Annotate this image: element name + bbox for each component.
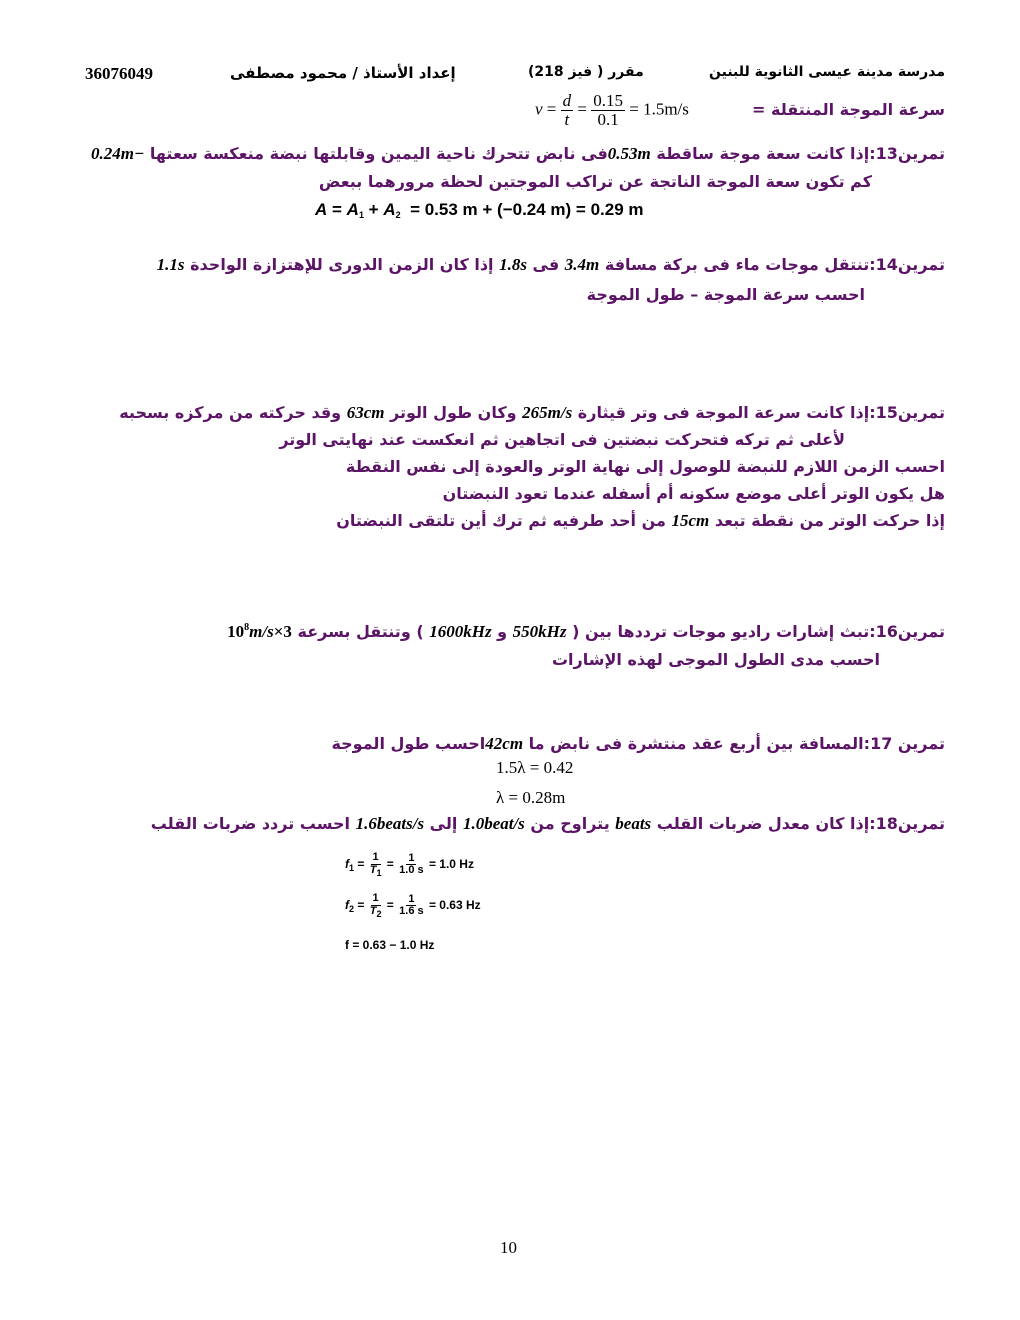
- teacher-name: إعداد الأستاذ / محمود مصطفى: [230, 64, 456, 82]
- exercise-15-line2: لأعلى ثم تركه فتحركت نبضتين فى اتجاهين ثم انعكست عند نهايتى الوتر: [279, 430, 845, 449]
- wave-speed-label: سرعة الموجة المنتقلة =: [752, 100, 945, 119]
- exercise-17-line1: تمرين 17:المسافة بين أربع عقد منتشرة فى نابض ما 42cmاحسب طول الموجة: [331, 734, 945, 753]
- exercise-14-line2: احسب سرعة الموجة – طول الموجة: [586, 285, 865, 304]
- exercise-18-f1-equation: $f_1$ = $\frac{1}{T_1}$ = $\frac{1}{1.0 s}$ = 1.0 Hz: [345, 851, 474, 878]
- exercise-13-answer: $A = A_1 + A_2 = 0.53$ m + (−0.24 m) = 0.29 m: [315, 200, 644, 220]
- exercise-16-line2: احسب مدى الطول الموجى لهذه الإشارات: [551, 650, 880, 669]
- page-number: 10: [500, 1238, 517, 1257]
- exercise-17-equation-2: λ = 0.28m: [496, 788, 566, 807]
- exercise-14-line1: تمرين14:تنتقل موجات ماء فى بركة مسافة 3.4m فى 1.8s إذا كان الزمن الدورى للإهتزازة الواحدة 1.1s: [156, 255, 945, 274]
- exercise-15-line4: هل يكون الوتر أعلى موضع سكونه أم أسفله عندما تعود النبضتان: [442, 484, 945, 503]
- exercise-15-line3: احسب الزمن اللازم للنبضة للوصول إلى نهاية الوتر والعودة إلى نفس النقطة: [345, 457, 945, 476]
- course-code: مقرر ( فيز 218): [528, 64, 644, 80]
- phone-number: 36076049: [85, 64, 153, 83]
- exercise-13-line1: تمرين13:إذا كانت سعة موجة ساقطة 0.53mفى نابض تتحرك ناحية اليمين وقابلتها نبضة منعكسة سعتها −0.24m: [90, 144, 945, 163]
- exercise-16-line1: تمرين16:تبث إشارات راديو موجات ترددها بين ( 550kHz و 1600kHz ) وتنتقل بسرعة $3\times 10^8m/s$: [227, 622, 945, 641]
- exercise-18-line1: تمرين18:إذا كان معدل ضربات القلب beats يتراوح من 1.0beat/s إلى 1.6beats/s احسب تردد ضربات القلب: [150, 814, 945, 833]
- exercise-18-frequency-range: f = 0.63 − 1.0 Hz: [345, 938, 435, 952]
- school-name: مدرسة مدينة عيسى الثانوية للبنين: [709, 64, 945, 80]
- exercise-17-equation-1: 1.5λ = 0.42: [496, 758, 574, 777]
- exercise-15-line5: إذا حركت الوتر من نقطة تبعد 15cm من أحد طرفيه ثم ترك أين تلتقى النبضتان: [336, 511, 945, 530]
- exercise-13-line2: كم تكون سعة الموجة الناتجة عن تراكب الموجتين لحظة مرورهما ببعض: [318, 172, 872, 191]
- exercise-18-f2-equation: $f_2$ = $\frac{1}{T_2}$ = $\frac{1}{1.6 s}$ = 0.63 Hz: [345, 892, 481, 919]
- exercise-15-line1: تمرين15:إذا كانت سرعة الموجة فى وتر قيثارة 265m/s وكان طول الوتر 63cm وقد حركته من مركزه بسحبه: [119, 403, 945, 422]
- wave-speed-equation: v = $\frac{d}{t}$ = $\frac{0.15}{0.1}$ = 1.5m/s: [535, 91, 689, 129]
